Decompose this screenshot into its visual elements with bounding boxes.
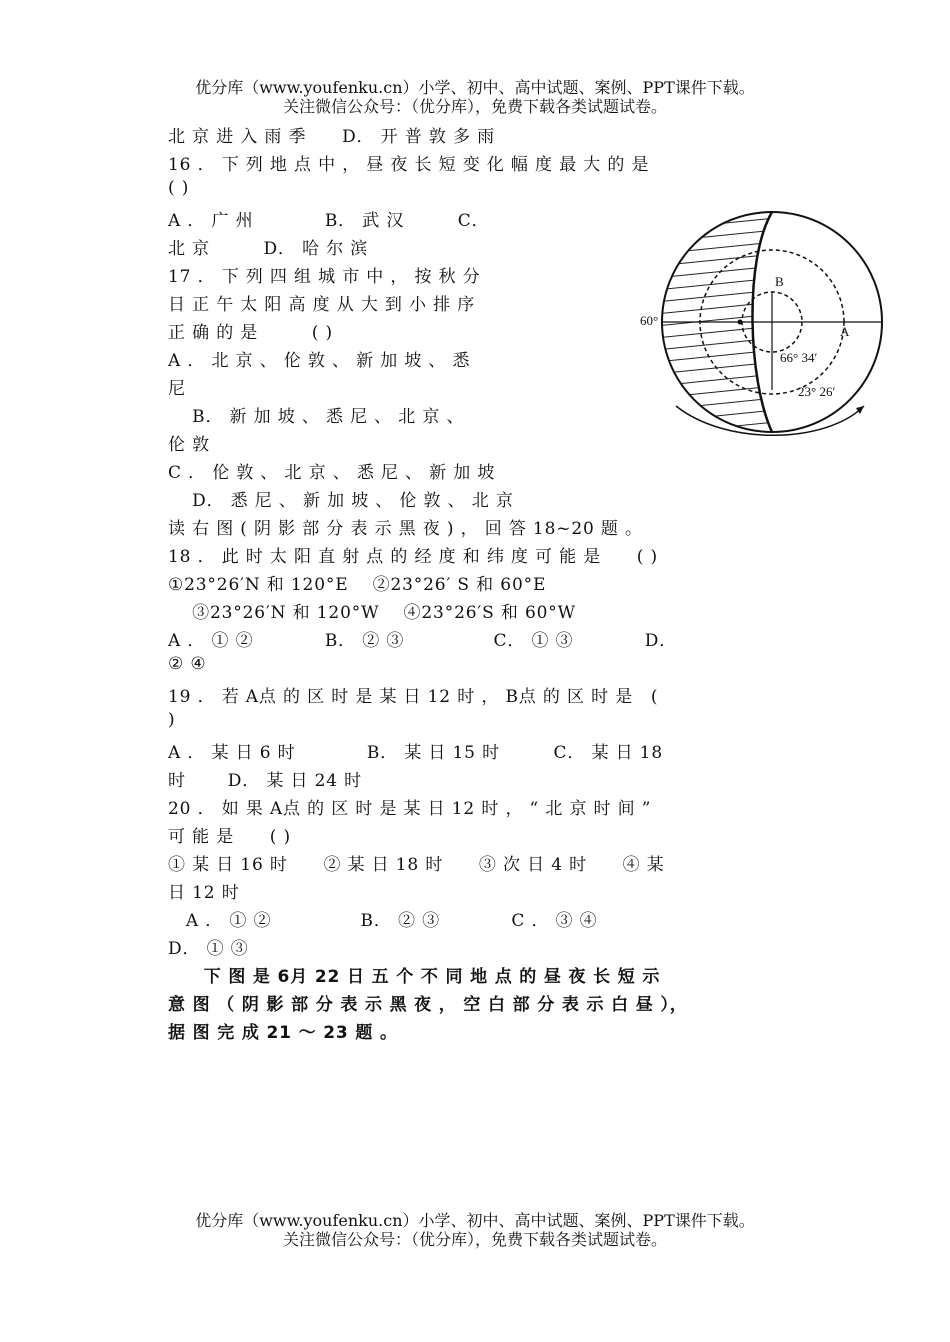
text-line: A ． 某 日 6 时 B． 某 日 15 时 C． 某 日 18 <box>168 743 664 763</box>
text-line: D． ① ③ <box>168 939 249 959</box>
text-line: A ． ① ② B． ② ③ C． ① ③ D． <box>168 631 678 651</box>
text-line: 20 ． 如 果 A点 的 区 时 是 某 日 12 时 ， “ 北 京 时 间 ” <box>168 799 652 819</box>
bold-text-line: 下 图 是 6月 22 日 五 个 不 同 地 点 的 昼 夜 长 短 示 <box>168 967 661 987</box>
text-line: 尼 <box>168 379 186 399</box>
text-line: ② ④ <box>168 654 207 674</box>
text-line: 16 ． 下 列 地 点 中 ， 昼 夜 长 短 变 化 幅 度 最 大 的 是 <box>168 155 650 175</box>
text-line: 时 D． 某 日 24 时 <box>168 771 363 791</box>
text-line: 伦 敦 <box>168 435 210 455</box>
label-66-34: 66° 34′ <box>780 350 818 365</box>
watermark-footer-line2: 关注微信公众号：（优分库），免费下载各类试题试卷。 <box>282 1230 667 1249</box>
text-line: 读 右 图 ( 阴 影 部 分 表 示 黑 夜 ) ， 回 答 18~20 题 。 <box>168 519 643 539</box>
text-line: 可 能 是 ( ) <box>168 827 291 847</box>
bold-text-line: 据 图 完 成 21 ～ 23 题 。 <box>168 1023 398 1043</box>
text-line: ) <box>168 710 176 730</box>
text-line: 日 正 午 太 阳 高 度 从 大 到 小 排 序 <box>168 295 476 315</box>
watermark-header-line2: 关注微信公众号：（优分库），免费下载各类试题试卷。 <box>282 97 667 116</box>
watermark-header-line1: 优分库（www.youfenku.cn）小学、初中、高中试题、案例、PPT课件下载。 <box>195 78 755 97</box>
day-night-globe-figure <box>636 200 888 442</box>
text-line: 正 确 的 是 ( ) <box>168 323 333 343</box>
night-hatching <box>636 200 836 442</box>
text-line: 日 12 时 <box>168 883 240 903</box>
bold-text-line: 意 图 （ 阴 影 部 分 表 示 黑 夜 ， 空 白 部 分 表 示 白 昼 ）， <box>168 995 688 1015</box>
text-line: D． 悉 尼 、 新 加 坡 、 伦 敦 、 北 京 <box>168 491 514 511</box>
text-line: ③23°26′N 和 120°W ④23°26′S 和 60°W <box>168 603 576 623</box>
text-line: 17 ． 下 列 四 组 城 市 中 ， 按 秋 分 <box>168 267 481 287</box>
text-line: 18 ． 此 时 太 阳 直 射 点 的 经 度 和 纬 度 可 能 是 ( ) <box>168 547 659 567</box>
text-line: 北 京 进 入 雨 季 D． 开 普 敦 多 雨 <box>168 127 495 147</box>
text-line: C ． 伦 敦 、 北 京 、 悉 尼 、 新 加 坡 <box>168 463 496 483</box>
label-23-26: 23° 26′ <box>798 384 836 399</box>
text-line: 北 京 D． 哈 尔 滨 <box>168 239 369 259</box>
point-marker <box>738 320 743 325</box>
text-line: B． 新 加 坡 、 悉 尼 、 北 京 、 <box>168 407 465 427</box>
text-line: A ． 广 州 B． 武 汉 C． <box>168 211 490 231</box>
text-line: ① 某 日 16 时 ② 某 日 18 时 ③ 次 日 4 时 ④ 某 <box>168 855 665 875</box>
label-60: 60° <box>640 313 659 328</box>
text-line: ①23°26′N 和 120°E ②23°26′ S 和 60°E <box>168 575 547 595</box>
label-a: A <box>840 324 850 339</box>
watermark-footer-line1: 优分库（www.youfenku.cn）小学、初中、高中试题、案例、PPT课件下载。 <box>195 1211 755 1230</box>
text-line: ( ) <box>168 178 190 198</box>
text-line: 19 ． 若 A点 的 区 时 是 某 日 12 时 ， B点 的 区 时 是 ( <box>168 687 659 707</box>
text-line: A ． 北 京 、 伦 敦 、 新 加 坡 、 悉 <box>168 351 471 371</box>
label-b: B <box>775 274 784 289</box>
text-line: A ． ① ② B． ② ③ C ． ③ ④ <box>168 911 598 931</box>
